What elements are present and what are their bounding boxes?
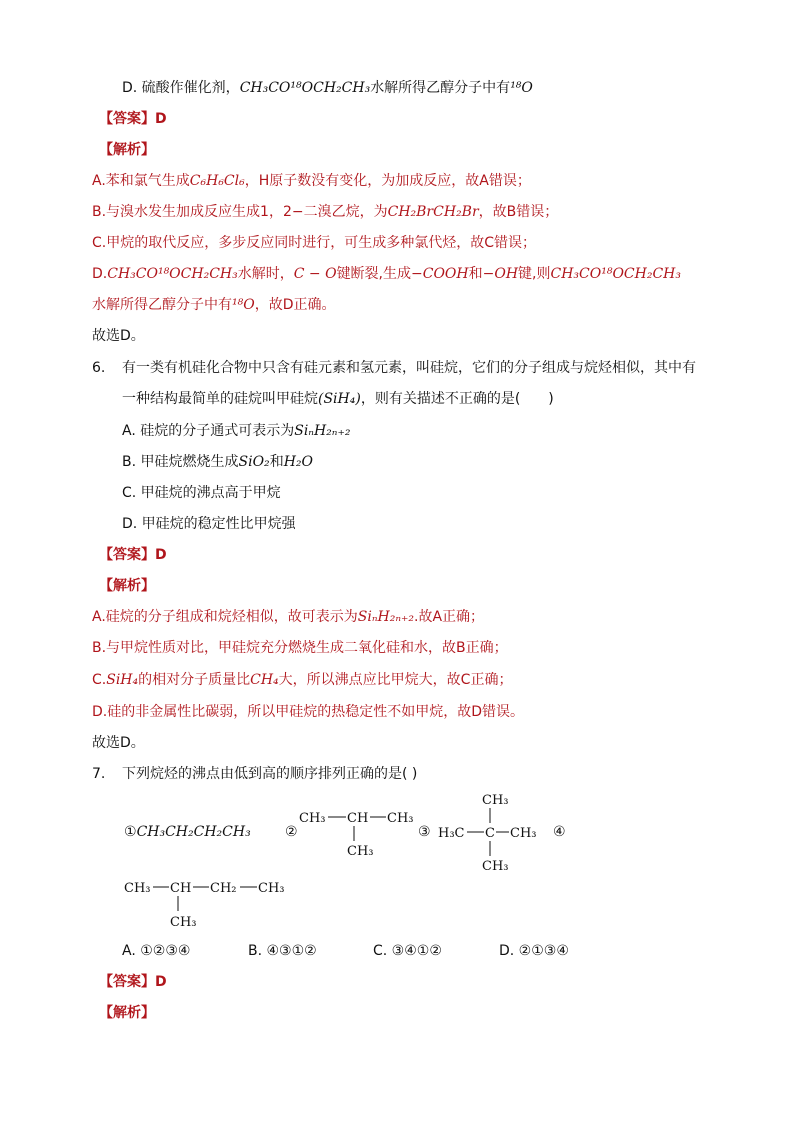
q7-answer: 【答案】D [99, 974, 167, 990]
q6-stem-line1: 有一类有机硅化合物中只含有硅元素和氢元素，叫硅烷，它们的分子组成与烷烃相似，其中有 [122, 360, 696, 376]
q6-analysis-b: B.与甲烷性质对比，甲硅烷充分燃烧生成二氧化硅和水，故B正确； [92, 640, 508, 656]
q7-item-4-label: ④ [553, 824, 566, 840]
q6-stem-line2: 一种结构最简单的硅烷叫甲硅烷(SiH₄)，则有关描述不正确的是( ) [122, 391, 554, 407]
q6-option-c: C. 甲硅烷的沸点高于甲烷 [122, 485, 281, 501]
q7-item-1: ①CH₃CH₂CH₂CH₃ [124, 824, 251, 840]
struct2-bottom-ch3: CH₃ [347, 844, 374, 859]
struct2-left-ch3: CH₃ [299, 811, 326, 826]
q5-analysis-c: C.甲烷的取代反应，多步反应同时进行，可生成多种氯代烃，故C错误； [92, 235, 536, 251]
q6-option-b: B. 甲硅烷燃烧生成SiO₂和H₂O [122, 454, 313, 470]
struct4-ch3-2: CH₃ [258, 881, 285, 896]
q7-choice-c: C. ③④①② [373, 943, 442, 959]
q7-structure-isobutane [297, 802, 419, 862]
q6-number: 6. [92, 360, 106, 376]
struct3-left-h3c: H₃C [438, 826, 465, 841]
q5-conclusion: 故选D。 [92, 328, 145, 344]
struct4-ch3-1: CH₃ [124, 881, 151, 896]
q6-option-a: A. 硅烷的分子通式可表示为SiₙH₂ₙ₊₂ [122, 423, 351, 439]
struct3-right-ch3: CH₃ [510, 826, 537, 841]
struct3-top-ch3: CH₃ [482, 793, 509, 808]
q7-stem: 下列烷烃的沸点由低到高的顺序排列正确的是( ) [122, 766, 418, 782]
q7-item-2-label: ② [285, 824, 298, 840]
q5-analysis-a: A.苯和氯气生成C₆H₆Cl₆，H原子数没有变化，为加成反应，故A错误； [92, 173, 531, 189]
q6-conclusion: 故选D。 [92, 735, 145, 751]
q7-choice-b: B. ④③①② [248, 943, 317, 959]
q7-item-3-label: ③ [418, 824, 431, 840]
struct3-center-c: C [485, 826, 495, 841]
q6-analysis-a: A.硅烷的分子组成和烷烃相似，故可表示为SiₙH₂ₙ₊₂.故A正确； [92, 609, 485, 625]
q5-analysis-d: D.CH₃CO¹⁸OCH₂CH₃水解时，C − O键断裂,生成−COOH和−OH键,则CH₃CO¹⁸OCH₂CH₃ [92, 266, 681, 282]
q7-number: 7. [92, 766, 106, 782]
q5-answer: 【答案】D [99, 111, 167, 127]
q7-choice-d: D. ②①③④ [499, 943, 569, 959]
q6-option-d: D. 甲硅烷的稳定性比甲烷强 [122, 516, 296, 532]
q7-structure-neopentane [434, 790, 546, 874]
struct4-ch2: CH₂ [210, 881, 237, 896]
q6-analysis-heading: 【解析】 [99, 578, 155, 594]
q7-analysis-heading: 【解析】 [99, 1005, 155, 1021]
struct4-ch: CH [170, 881, 192, 896]
struct2-right-ch3: CH₃ [387, 811, 414, 826]
struct2-ch: CH [347, 811, 369, 826]
q5-analysis-heading: 【解析】 [99, 142, 155, 158]
struct3-bottom-ch3: CH₃ [482, 859, 509, 874]
q6-analysis-c: C.SiH₄的相对分子质量比CH₄大，所以沸点应比甲烷大，故C正确； [92, 672, 513, 688]
q6-answer: 【答案】D [99, 547, 167, 563]
q5-analysis-d-cont: 水解所得乙醇分子中有¹⁸O，故D正确。 [92, 297, 336, 313]
q6-analysis-d: D.硅的非金属性比碳弱，所以甲硅烷的热稳定性不如甲烷，故D错误。 [92, 704, 525, 720]
q5-option-d: D. 硫酸作催化剂，CH₃CO¹⁸OCH₂CH₃水解所得乙醇分子中有¹⁸O [122, 80, 533, 96]
struct4-ch3-branch: CH₃ [170, 915, 197, 930]
q5-analysis-b: B.与溴水发生加成反应生成1，2−二溴乙烷，为CH₂BrCH₂Br，故B错误； [92, 204, 559, 220]
q7-structure-isopentane [122, 876, 294, 932]
q7-choice-a: A. ①②③④ [122, 943, 191, 959]
